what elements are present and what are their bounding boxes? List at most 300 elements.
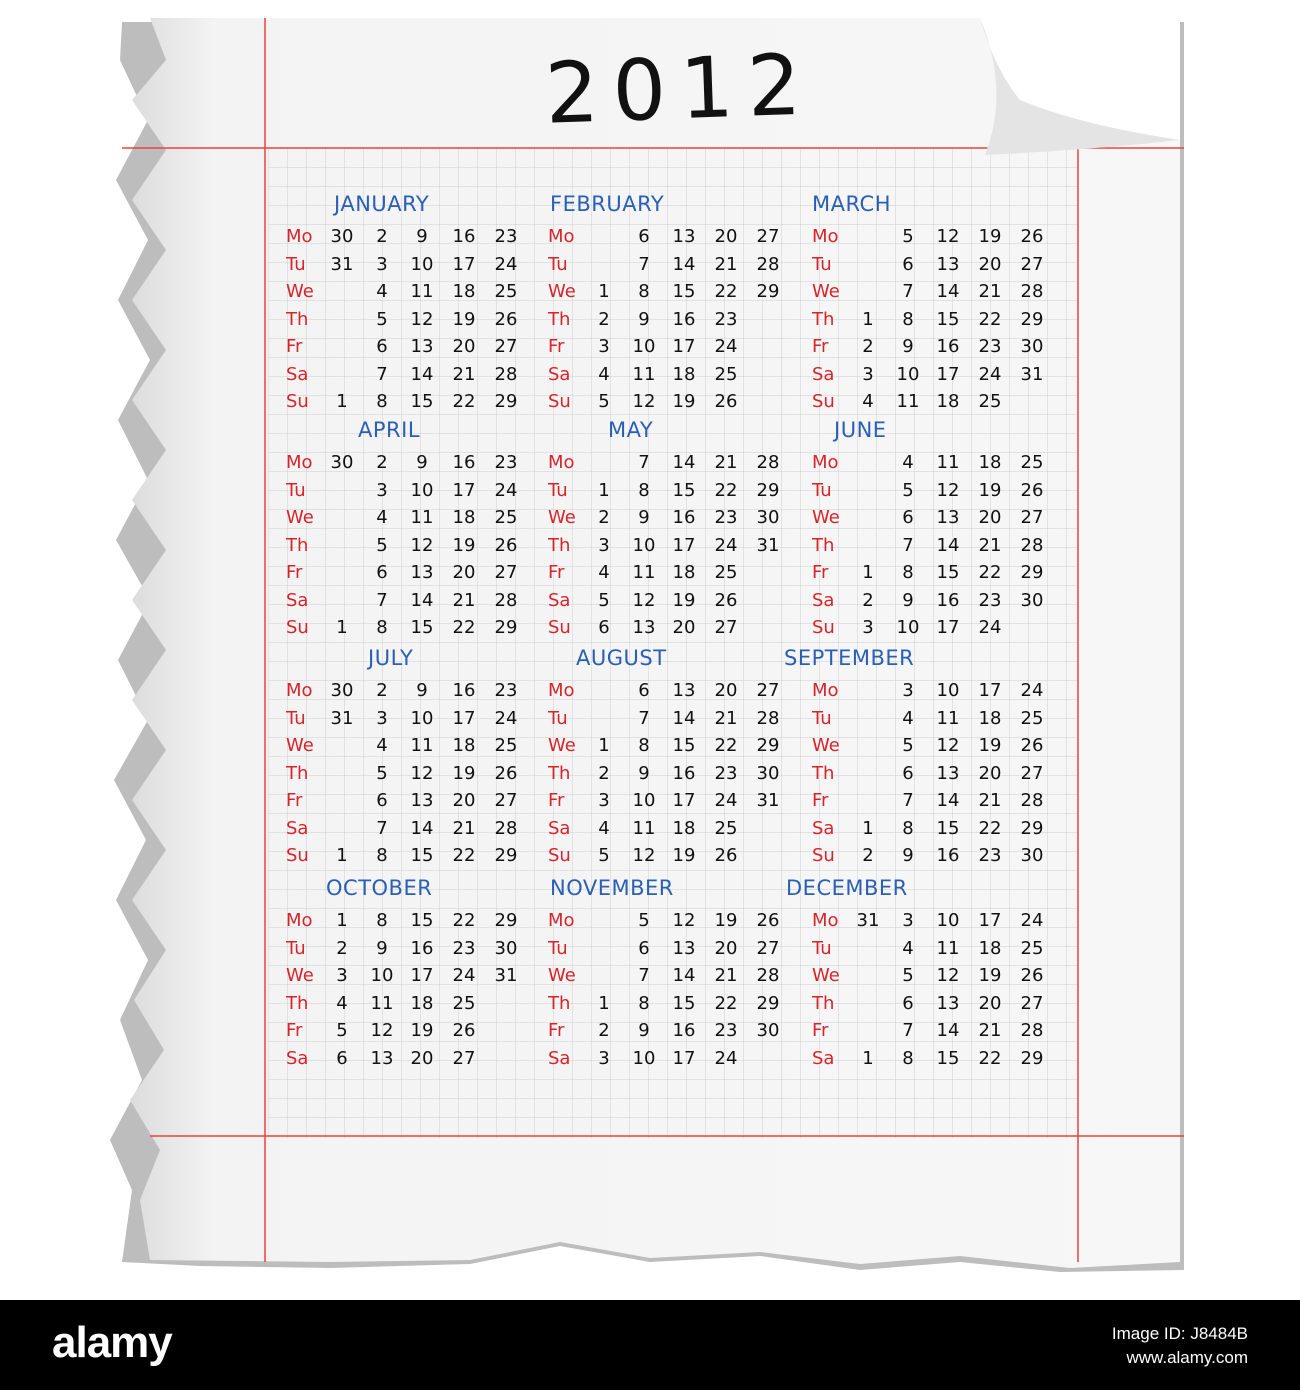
date-number: 15 xyxy=(672,281,696,302)
date-number: 10 xyxy=(632,1047,656,1069)
date-number: 19 xyxy=(452,534,476,556)
day-label: Fr xyxy=(548,1020,565,1041)
week-day-row xyxy=(812,708,1052,734)
week-day-row xyxy=(812,938,1052,964)
day-label: Th xyxy=(812,308,835,330)
week-day-row xyxy=(286,391,526,417)
date-number: 24 xyxy=(978,363,1002,385)
date-number: 11 xyxy=(370,992,394,1014)
date-number: 23 xyxy=(494,452,518,473)
week-day-row xyxy=(812,309,1052,335)
date-number: 6 xyxy=(638,937,650,959)
date-number: 10 xyxy=(632,790,656,811)
date-number: 25 xyxy=(1020,937,1044,959)
date-number: 18 xyxy=(978,452,1002,473)
day-label: Th xyxy=(548,762,571,784)
date-number: 5 xyxy=(598,589,610,611)
date-number: 4 xyxy=(902,937,914,959)
date-number: 4 xyxy=(336,992,348,1014)
date-number: 27 xyxy=(1020,253,1044,275)
date-number: 26 xyxy=(1020,735,1044,756)
date-number: 18 xyxy=(452,281,476,302)
date-number: 30 xyxy=(330,452,354,473)
date-number: 26 xyxy=(1020,965,1044,986)
date-number: 16 xyxy=(452,226,476,247)
week-day-row xyxy=(286,938,526,964)
date-number: 16 xyxy=(936,336,960,357)
date-number: 28 xyxy=(1020,534,1044,556)
date-number: 21 xyxy=(714,452,738,473)
date-number: 6 xyxy=(638,226,650,247)
date-number: 27 xyxy=(756,226,780,247)
date-number: 12 xyxy=(632,391,656,412)
date-number: 14 xyxy=(672,965,696,986)
date-number: 23 xyxy=(494,226,518,247)
date-number: 16 xyxy=(452,680,476,701)
date-number: 29 xyxy=(756,281,780,302)
date-number: 27 xyxy=(1020,992,1044,1014)
day-label: Mo xyxy=(548,910,575,931)
date-number: 1 xyxy=(336,845,348,866)
day-label: Sa xyxy=(812,589,835,611)
date-number: 12 xyxy=(632,845,656,866)
date-number: 27 xyxy=(494,562,518,583)
day-label: Tu xyxy=(812,253,832,275)
week-day-row xyxy=(548,226,788,252)
date-number: 7 xyxy=(376,589,388,611)
date-number: 4 xyxy=(902,707,914,729)
date-number: 22 xyxy=(452,910,476,931)
date-number: 4 xyxy=(376,507,388,528)
date-number: 24 xyxy=(978,617,1002,638)
day-label: Su xyxy=(548,845,571,866)
date-number: 12 xyxy=(936,479,960,501)
date-number: 21 xyxy=(714,965,738,986)
week-day-row xyxy=(286,507,526,533)
date-number: 15 xyxy=(410,391,434,412)
date-number: 14 xyxy=(936,1020,960,1041)
date-number: 15 xyxy=(936,562,960,583)
date-number: 14 xyxy=(936,281,960,302)
date-number: 20 xyxy=(452,336,476,357)
day-label: Tu xyxy=(812,479,832,501)
date-number: 12 xyxy=(936,735,960,756)
week-day-row xyxy=(812,680,1052,706)
date-number: 5 xyxy=(336,1020,348,1041)
date-number: 16 xyxy=(410,937,434,959)
day-label: Fr xyxy=(286,790,303,811)
date-number: 9 xyxy=(902,845,914,866)
day-label: Mo xyxy=(548,452,575,473)
date-number: 9 xyxy=(416,452,428,473)
week-day-row xyxy=(548,562,788,588)
date-number: 13 xyxy=(672,226,696,247)
date-number: 25 xyxy=(1020,707,1044,729)
date-number: 26 xyxy=(494,762,518,784)
week-day-row xyxy=(286,763,526,789)
date-number: 21 xyxy=(714,707,738,729)
week-day-row xyxy=(286,562,526,588)
date-number: 5 xyxy=(376,534,388,556)
week-day-row xyxy=(548,452,788,478)
week-day-row xyxy=(548,845,788,871)
date-number: 29 xyxy=(1020,562,1044,583)
day-label: Su xyxy=(812,617,835,638)
week-day-row xyxy=(286,254,526,280)
watermark-image-id: Image ID: J8484B xyxy=(1111,1324,1248,1343)
day-label: Th xyxy=(548,308,571,330)
date-number: 5 xyxy=(902,479,914,501)
date-number: 2 xyxy=(598,1020,610,1041)
date-number: 3 xyxy=(376,707,388,729)
date-number: 6 xyxy=(902,253,914,275)
week-day-row xyxy=(286,680,526,706)
month-name: MAY xyxy=(608,418,654,442)
date-number: 18 xyxy=(672,562,696,583)
date-number: 2 xyxy=(598,762,610,784)
month-name: AUGUST xyxy=(576,646,667,670)
date-number: 22 xyxy=(714,281,738,302)
date-number: 1 xyxy=(598,992,610,1014)
date-number: 9 xyxy=(902,589,914,611)
date-number: 7 xyxy=(638,965,650,986)
day-label: Fr xyxy=(548,562,565,583)
date-number: 8 xyxy=(902,308,914,330)
date-number: 1 xyxy=(598,479,610,501)
date-number: 6 xyxy=(336,1047,348,1069)
date-number: 24 xyxy=(494,707,518,729)
week-day-row xyxy=(812,790,1052,816)
day-label: Su xyxy=(548,617,571,638)
date-number: 17 xyxy=(936,363,960,385)
date-number: 20 xyxy=(452,562,476,583)
date-number: 3 xyxy=(598,1047,610,1069)
date-number: 13 xyxy=(936,762,960,784)
week-day-row xyxy=(548,1048,788,1074)
date-number: 23 xyxy=(978,336,1002,357)
date-number: 31 xyxy=(756,790,780,811)
date-number: 11 xyxy=(632,817,656,839)
day-label: Mo xyxy=(286,910,313,931)
date-number: 16 xyxy=(672,1020,696,1041)
day-label: Fr xyxy=(286,336,303,357)
date-number: 1 xyxy=(598,281,610,302)
day-label: We xyxy=(548,735,576,756)
date-number: 8 xyxy=(638,281,650,302)
date-number: 11 xyxy=(410,507,434,528)
date-number: 25 xyxy=(714,562,738,583)
date-number: 2 xyxy=(862,845,874,866)
date-number: 17 xyxy=(672,336,696,357)
date-number: 8 xyxy=(376,391,388,412)
date-number: 17 xyxy=(410,965,434,986)
day-label: Tu xyxy=(548,253,568,275)
calendar-year-title: 2012 xyxy=(543,35,817,143)
date-number: 10 xyxy=(410,479,434,501)
day-label: Sa xyxy=(548,1047,571,1069)
date-number: 26 xyxy=(494,308,518,330)
week-day-row xyxy=(286,818,526,844)
date-number: 8 xyxy=(638,992,650,1014)
date-number: 15 xyxy=(410,617,434,638)
date-number: 22 xyxy=(452,845,476,866)
date-number: 19 xyxy=(452,308,476,330)
date-number: 12 xyxy=(410,762,434,784)
date-number: 13 xyxy=(936,253,960,275)
watermark-brand: alamy xyxy=(52,1318,172,1367)
date-number: 7 xyxy=(902,281,914,302)
date-number: 2 xyxy=(862,589,874,611)
week-day-row xyxy=(286,226,526,252)
date-number: 11 xyxy=(896,391,920,412)
date-number: 14 xyxy=(672,452,696,473)
week-day-row xyxy=(548,790,788,816)
week-day-row xyxy=(548,735,788,761)
date-number: 6 xyxy=(902,992,914,1014)
date-number: 15 xyxy=(936,817,960,839)
week-day-row xyxy=(548,391,788,417)
date-number: 23 xyxy=(714,507,738,528)
day-label: Sa xyxy=(548,817,571,839)
week-day-row xyxy=(286,1020,526,1046)
date-number: 19 xyxy=(714,910,738,931)
date-number: 30 xyxy=(1020,845,1044,866)
week-day-row xyxy=(548,480,788,506)
date-number: 30 xyxy=(756,507,780,528)
date-number: 26 xyxy=(714,589,738,611)
month-name: APRIL xyxy=(358,418,421,442)
date-number: 16 xyxy=(672,308,696,330)
date-number: 24 xyxy=(1020,910,1044,931)
date-number: 25 xyxy=(978,391,1002,412)
date-number: 20 xyxy=(452,790,476,811)
date-number: 31 xyxy=(330,253,354,275)
date-number: 30 xyxy=(1020,336,1044,357)
date-number: 17 xyxy=(672,790,696,811)
date-number: 1 xyxy=(862,562,874,583)
date-number: 31 xyxy=(856,910,880,931)
date-number: 2 xyxy=(376,452,388,473)
date-number: 13 xyxy=(370,1047,394,1069)
month-name: FEBRUARY xyxy=(550,192,665,216)
date-number: 3 xyxy=(862,617,874,638)
day-label: Su xyxy=(286,845,309,866)
date-number: 27 xyxy=(714,617,738,638)
date-number: 6 xyxy=(638,680,650,701)
date-number: 19 xyxy=(978,965,1002,986)
week-day-row xyxy=(286,790,526,816)
date-number: 7 xyxy=(902,790,914,811)
day-label: Sa xyxy=(812,817,835,839)
week-day-row xyxy=(812,562,1052,588)
day-label: Fr xyxy=(286,1020,303,1041)
date-number: 7 xyxy=(902,534,914,556)
day-label: Th xyxy=(286,534,309,556)
date-number: 19 xyxy=(410,1020,434,1041)
date-number: 13 xyxy=(410,336,434,357)
date-number: 26 xyxy=(756,910,780,931)
date-number: 7 xyxy=(902,1020,914,1041)
date-number: 23 xyxy=(714,1020,738,1041)
week-day-row xyxy=(548,680,788,706)
day-label: Th xyxy=(548,534,571,556)
date-number: 30 xyxy=(330,226,354,247)
date-number: 1 xyxy=(862,817,874,839)
date-number: 18 xyxy=(410,992,434,1014)
date-number: 13 xyxy=(410,790,434,811)
week-day-row xyxy=(812,590,1052,616)
date-number: 10 xyxy=(370,965,394,986)
date-number: 1 xyxy=(862,308,874,330)
date-number: 19 xyxy=(978,226,1002,247)
date-number: 30 xyxy=(494,937,518,959)
date-number: 29 xyxy=(756,992,780,1014)
day-label: We xyxy=(286,507,314,528)
date-number: 22 xyxy=(452,617,476,638)
date-number: 11 xyxy=(632,562,656,583)
week-day-row xyxy=(812,336,1052,362)
week-day-row xyxy=(286,364,526,390)
day-label: Mo xyxy=(812,452,839,473)
date-number: 17 xyxy=(452,707,476,729)
month-name: JANUARY xyxy=(334,192,430,216)
date-number: 25 xyxy=(494,735,518,756)
date-number: 25 xyxy=(1020,452,1044,473)
date-number: 28 xyxy=(756,965,780,986)
date-number: 22 xyxy=(978,817,1002,839)
date-number: 6 xyxy=(902,762,914,784)
date-number: 22 xyxy=(978,562,1002,583)
date-number: 28 xyxy=(494,817,518,839)
date-number: 7 xyxy=(638,253,650,275)
day-label: Mo xyxy=(548,226,575,247)
date-number: 21 xyxy=(978,1020,1002,1041)
day-label: Mo xyxy=(548,680,575,701)
date-number: 11 xyxy=(936,937,960,959)
date-number: 16 xyxy=(936,589,960,611)
date-number: 28 xyxy=(756,452,780,473)
date-number: 2 xyxy=(598,507,610,528)
month-name: DECEMBER xyxy=(786,876,908,900)
week-day-row xyxy=(548,364,788,390)
date-number: 9 xyxy=(416,226,428,247)
date-number: 3 xyxy=(598,336,610,357)
date-number: 21 xyxy=(978,534,1002,556)
date-number: 23 xyxy=(494,680,518,701)
day-label: Sa xyxy=(548,363,571,385)
date-number: 13 xyxy=(672,680,696,701)
date-number: 20 xyxy=(978,507,1002,528)
date-number: 4 xyxy=(862,391,874,412)
week-day-row xyxy=(812,535,1052,561)
date-number: 24 xyxy=(494,479,518,501)
week-day-row xyxy=(812,281,1052,307)
date-number: 3 xyxy=(376,253,388,275)
day-label: Tu xyxy=(812,707,832,729)
date-number: 11 xyxy=(410,735,434,756)
date-number: 6 xyxy=(376,336,388,357)
date-number: 1 xyxy=(336,910,348,931)
date-number: 8 xyxy=(638,479,650,501)
date-number: 20 xyxy=(978,762,1002,784)
date-number: 5 xyxy=(598,391,610,412)
date-number: 29 xyxy=(494,617,518,638)
date-number: 2 xyxy=(376,226,388,247)
date-number: 29 xyxy=(494,845,518,866)
week-day-row xyxy=(286,965,526,991)
week-day-row xyxy=(548,590,788,616)
week-day-row xyxy=(286,480,526,506)
date-number: 12 xyxy=(936,226,960,247)
date-number: 21 xyxy=(978,281,1002,302)
day-label: Fr xyxy=(548,336,565,357)
date-number: 23 xyxy=(452,937,476,959)
day-label: Sa xyxy=(548,589,571,611)
date-number: 20 xyxy=(978,992,1002,1014)
week-day-row xyxy=(548,309,788,335)
day-label: Su xyxy=(548,391,571,412)
date-number: 18 xyxy=(452,507,476,528)
date-number: 22 xyxy=(714,992,738,1014)
date-number: 25 xyxy=(714,363,738,385)
date-number: 12 xyxy=(632,589,656,611)
week-day-row xyxy=(286,590,526,616)
date-number: 27 xyxy=(494,790,518,811)
date-number: 18 xyxy=(978,707,1002,729)
date-number: 29 xyxy=(1020,308,1044,330)
day-label: Su xyxy=(812,845,835,866)
date-number: 4 xyxy=(902,452,914,473)
week-day-row xyxy=(286,735,526,761)
date-number: 16 xyxy=(452,452,476,473)
date-number: 10 xyxy=(896,617,920,638)
date-number: 13 xyxy=(410,562,434,583)
week-day-row xyxy=(548,1020,788,1046)
date-number: 2 xyxy=(598,308,610,330)
watermark-info xyxy=(1112,1322,1248,1370)
day-label: Sa xyxy=(286,363,309,385)
day-label: Tu xyxy=(286,707,306,729)
date-number: 23 xyxy=(714,762,738,784)
date-number: 19 xyxy=(672,845,696,866)
date-number: 6 xyxy=(902,507,914,528)
day-label: Mo xyxy=(286,226,313,247)
date-number: 28 xyxy=(494,589,518,611)
date-number: 5 xyxy=(902,735,914,756)
week-day-row xyxy=(286,281,526,307)
day-label: Sa xyxy=(286,589,309,611)
date-number: 8 xyxy=(638,735,650,756)
day-label: Sa xyxy=(286,817,309,839)
week-day-row xyxy=(286,845,526,871)
date-number: 15 xyxy=(936,308,960,330)
date-number: 7 xyxy=(638,707,650,729)
date-number: 29 xyxy=(494,910,518,931)
date-number: 15 xyxy=(936,1047,960,1069)
date-number: 11 xyxy=(410,281,434,302)
date-number: 12 xyxy=(410,308,434,330)
date-number: 2 xyxy=(336,937,348,959)
date-number: 20 xyxy=(978,253,1002,275)
date-number: 7 xyxy=(376,817,388,839)
date-number: 11 xyxy=(936,452,960,473)
date-number: 1 xyxy=(598,735,610,756)
date-number: 22 xyxy=(714,735,738,756)
date-number: 8 xyxy=(376,617,388,638)
date-number: 30 xyxy=(330,680,354,701)
date-number: 21 xyxy=(452,817,476,839)
week-day-row xyxy=(812,617,1052,643)
